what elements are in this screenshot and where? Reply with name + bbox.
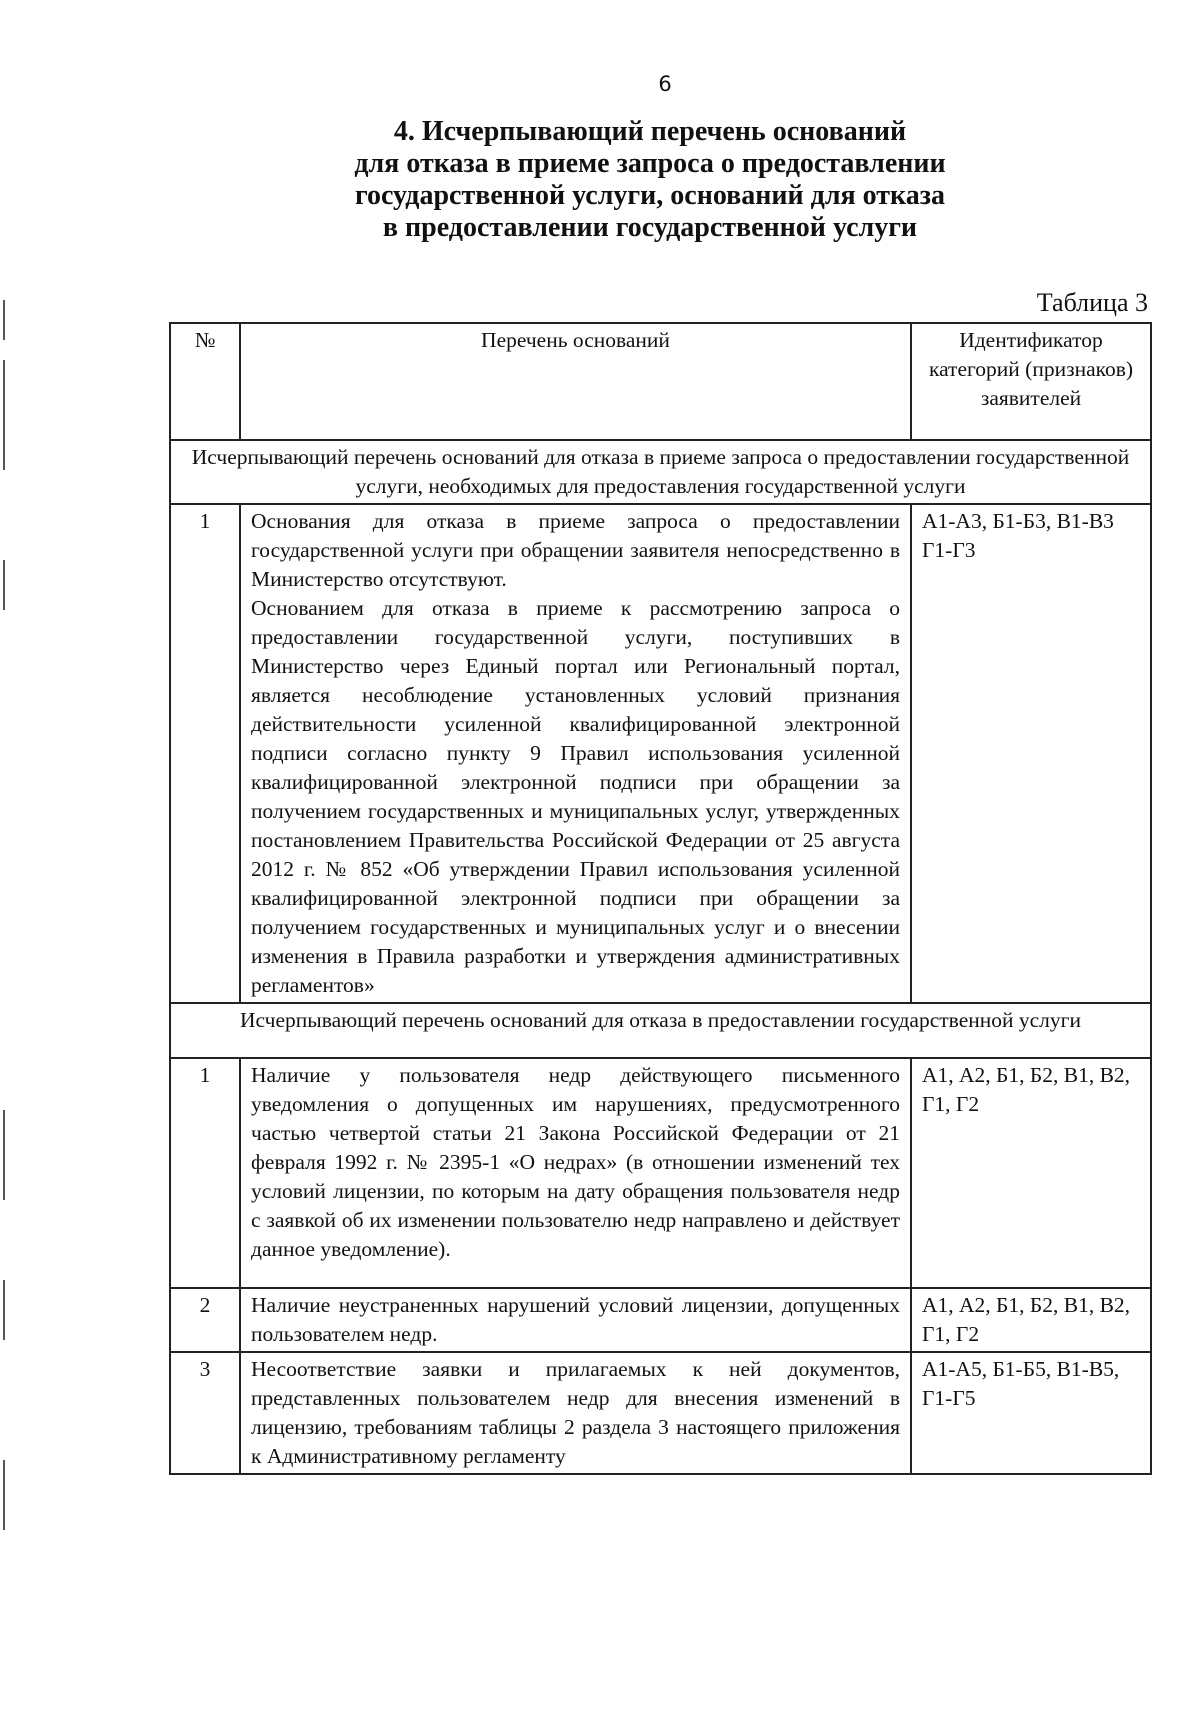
margin-mark [3, 1280, 5, 1340]
row-identifier: А1, А2, Б1, Б2, В1, В2, Г1, Г2 [911, 1288, 1151, 1352]
header-number: № [170, 323, 240, 440]
table-row [170, 1058, 1151, 1288]
row-paragraph: Наличие неустраненных нарушений условий лицензии, допущенных пользователем недр. [251, 1293, 900, 1346]
margin-mark [3, 560, 5, 610]
section-title: Исчерпывающий перечень оснований для отказа в приеме запроса о предоставлении государственной услуги, необходимых для предоставления государственной услуги [170, 440, 1151, 504]
section-title: Исчерпывающий перечень оснований для отказа в предоставлении государственной услуги [170, 1003, 1151, 1058]
section-title-row [170, 440, 1151, 504]
table-row [170, 1352, 1151, 1474]
row-paragraph: Несоответствие заявки и прилагаемых к ней документов, представленных пользователем недр для внесения изменений в лицензию, требованиям таблицы 2 раздела 3 настоящего приложения к Административному регламенту [251, 1357, 900, 1468]
row-grounds [240, 1288, 911, 1352]
row-paragraph: Основания для отказа в приеме запроса о предоставлении государственной услуги при обращении заявителя непосредственно в Министерство отсутствуют. [251, 509, 900, 591]
row-number: 1 [170, 504, 240, 1003]
row-paragraph: Основанием для отказа в приеме к рассмотрению запроса о предоставлении государственной услуги, поступивших в Министерство через Единый портал или Региональный портал, является несоблюдение установленных условий признания действительности усиленной квалифицированной электронной подписи согласно пункту 9 Правил использования усиленной квалифицированной электронной подписи при обращении за получением государственных и муниципальных услуг, утвержденных постановлением Правительства Российской Федерации от 25 августа 2012 г. № 852 «Об утверждении Правил использования усиленной квалифицированной электронной подписи при обращении за получением государственных и муниципальных услуг и о внесении изменения в Правила разработки и утверждения административных регламентов» [251, 596, 900, 997]
table-caption: Таблица 3 [1036, 288, 1148, 317]
margin-mark [3, 360, 5, 470]
row-identifier: А1, А2, Б1, Б2, В1, В2, Г1, Г2 [911, 1058, 1151, 1288]
row-identifier: А1-А3, Б1-Б3, В1-В3 Г1-Г3 [911, 504, 1151, 1003]
row-grounds [240, 1058, 911, 1288]
margin-mark [3, 1110, 5, 1200]
row-grounds [240, 504, 911, 1003]
table-header-row [170, 323, 1151, 440]
row-paragraph: Наличие у пользователя недр действующего письменного уведомления о допущенных им нарушениях, предусмотренного частью четвертой статьи 21 Закона Российской Федерации от 21 февраля 1992 г. № 2395-1 «О недрах» (в отношении изменений тех условий лицензии, по которым на дату обращения пользователя недр с заявкой об их изменении пользователю недр направлено и действует данное уведомление). [251, 1063, 900, 1261]
row-grounds [240, 1352, 911, 1474]
row-number: 1 [170, 1058, 240, 1288]
margin-mark [3, 300, 5, 340]
margin-mark [3, 1460, 5, 1530]
section-title-row [170, 1003, 1151, 1058]
row-number: 2 [170, 1288, 240, 1352]
header-identifier: Идентификатор категорий (признаков) заявителей [911, 323, 1151, 440]
row-identifier: А1-А5, Б1-Б5, В1-В5, Г1-Г5 [911, 1352, 1151, 1474]
table-row [170, 504, 1151, 1003]
table-row [170, 1288, 1151, 1352]
row-number: 3 [170, 1352, 240, 1474]
page-number: 6 [658, 72, 672, 96]
section-heading: 4. Исчерпывающий перечень оснований для отказа в приеме запроса о предоставлении государственной услуги, оснований для отказа в предоставлении государственной услуги [354, 116, 946, 243]
grounds-table [169, 322, 1152, 1475]
header-grounds: Перечень оснований [240, 323, 911, 440]
